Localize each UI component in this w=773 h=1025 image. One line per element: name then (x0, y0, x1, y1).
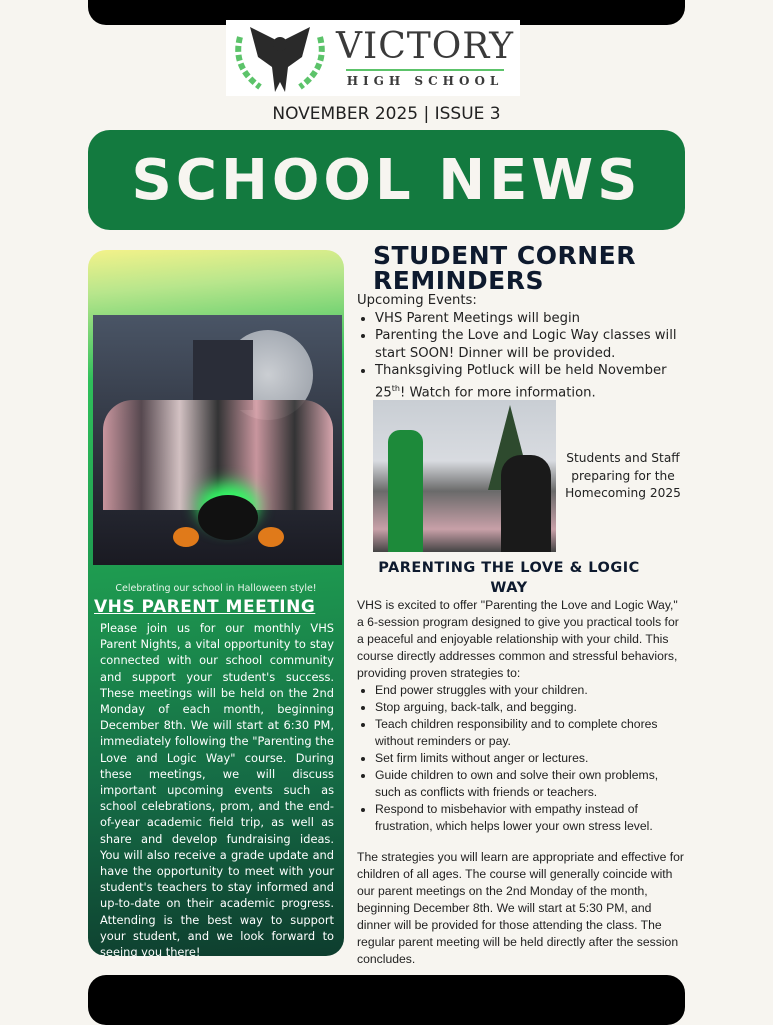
love-logic-body (357, 597, 687, 968)
school-logo (226, 20, 520, 96)
parent-meeting-title: VHS PARENT MEETING (94, 597, 316, 617)
bottom-decor-bar (88, 975, 685, 1025)
halloween-photo-caption: Celebrating our school in Halloween style! (115, 583, 317, 594)
logo-subtitle: HIGH SCHOOL (346, 74, 504, 88)
halloween-photo (93, 315, 342, 565)
strategy-item: • Respond to misbehavior with empathy instead of frustration, which helps lower your own stress level. (375, 801, 687, 835)
parent-meeting-body: Please join us for our monthly VHS Parent Nights, a vital opportunity to stay connected with our school community and support your student's success. These meetings will be held on the 2nd Monday of each month, beginning December 8th. We will start at 6:30 PM, immediately following the "Parenting the Love and Logic Way" course. During these meetings, we will discuss important upcoming events such as school celebrations, prom, and the end-of-year academic field trip, as well as share and develop fundraising ideas. You will also receive a grade update and have the opportunity to meet with your student's teachers to stay informed and up-to-date on their academic progress. Attending is the best way to support your student, and we look forward to seeing you there! (100, 621, 334, 960)
eagle-laurel-icon (230, 22, 330, 94)
strategy-item: • Teach children responsibility and to complete chores without reminders or pay. (375, 716, 687, 750)
reminder-item: • VHS Parent Meetings will begin (375, 310, 687, 328)
student-corner-title: STUDENT CORNER REMINDERS (373, 241, 636, 295)
logo-divider (346, 69, 504, 71)
issue-line: NOVEMBER 2025 | ISSUE 3 (272, 104, 501, 124)
logo-name: VICTORY (336, 26, 515, 67)
strategy-item: • Stop arguing, back-talk, and begging. (375, 699, 687, 716)
homecoming-photo (373, 400, 556, 552)
strategy-item: • Set firm limits without anger or lectures. (375, 750, 687, 767)
reminders-intro: Upcoming Events: (357, 293, 477, 308)
title-banner (88, 130, 685, 230)
strategy-item: • End power struggles with your children. (375, 682, 687, 699)
love-logic-intro: VHS is excited to offer "Parenting the Love and Logic Way," a 6-session program designed to give you practical tools for a peaceful and enjoyable relationship with your child. This course directly addresses common and stressful behaviors, providing proven strategies to: (357, 598, 679, 680)
banner-title: SCHOOL NEWS (131, 147, 642, 213)
reminders-section (357, 292, 687, 401)
reminder-item: • Parenting the Love and Logic Way classes will start SOON! Dinner will be provided. (375, 327, 687, 362)
love-logic-title: PARENTING THE LOVE & LOGIC WAY (378, 560, 640, 596)
strategy-item: • Guide children to own and solve their own problems, such as conflicts with friends or teachers. (375, 767, 687, 801)
homecoming-photo-caption: Students and Staff preparing for the Homecoming 2025 (565, 451, 681, 500)
love-logic-closing: The strategies you will learn are appropriate and effective for children of all ages. The course will generally coincide with our parent meetings on the 2nd Monday of the month, beginning December 8th. We will start at 5:30 PM, and dinner will be provided for those attending the class. The regular parent meeting will be held directly after the session concludes. (357, 850, 684, 966)
reminder-item: • Thanksgiving Potluck will be held November 25th! Watch for more information. (375, 362, 687, 401)
